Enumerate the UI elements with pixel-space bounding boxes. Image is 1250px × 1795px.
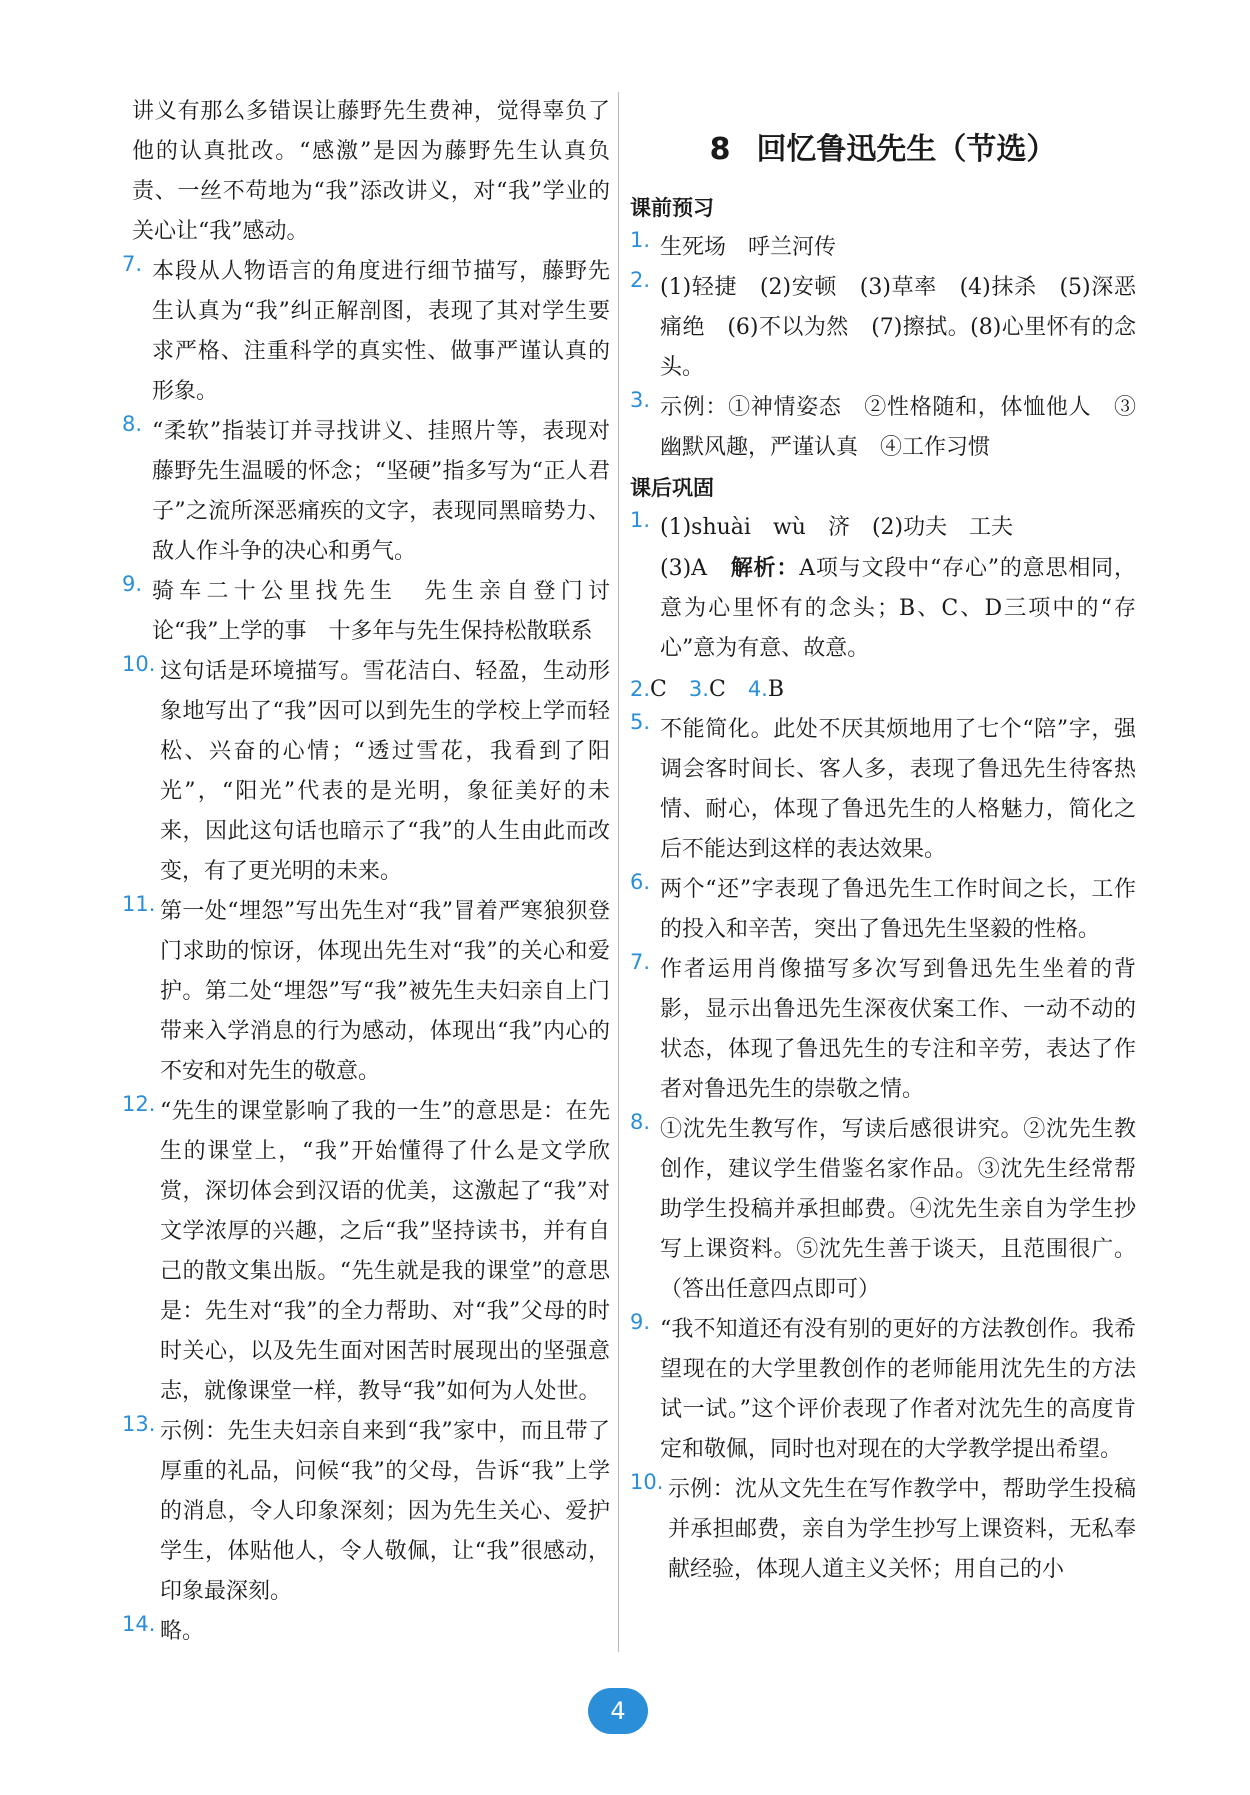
right-column bbox=[630, 92, 1136, 1590]
answer-text: 示例：①神情姿态 ②性格随和，体恤他人 ③幽默风趣，严谨认真 ④工作习惯 bbox=[660, 395, 1136, 460]
pre-item-3 bbox=[630, 388, 1136, 468]
answer-item-7 bbox=[122, 252, 610, 412]
mc-answers bbox=[630, 669, 1136, 710]
item-number: 13. bbox=[122, 1412, 156, 1436]
answer-text: 生死场 呼兰河传 bbox=[660, 235, 837, 260]
item-number: 9. bbox=[630, 1310, 651, 1334]
mc-answer: C bbox=[650, 677, 667, 702]
answer-text: 作者运用肖像描写多次写到鲁迅先生坐着的背影，显示出鲁迅先生深夜伏案工作、一动不动的状态，体现了鲁迅先生的专注和辛劳，表达了作者对鲁迅先生的崇敬之情。 bbox=[660, 957, 1136, 1102]
item-number: 5. bbox=[630, 710, 651, 734]
post-item-7 bbox=[630, 950, 1136, 1110]
answer-text: ①沈先生教写作，写读后感很讲究。②沈先生教创作，建议学生借鉴名家作品。③沈先生经常帮助学生投稿并承担邮费。④沈先生亲自为学生抄写上课资料。⑤沈先生善于谈天，且范围很广。（答出任意四点即可） bbox=[660, 1117, 1136, 1302]
answer-line: (1)shuài wù 济 (2)功夫 工夫 bbox=[660, 515, 1014, 540]
post-item-8 bbox=[630, 1110, 1136, 1310]
left-column bbox=[122, 92, 610, 1652]
item-number: 8. bbox=[630, 1110, 651, 1134]
answer-text: 示例：沈从文先生在写作教学中，帮助学生投稿并承担邮费，亲自为学生抄写上课资料，无私奉献经验，体现人道主义关怀；用自己的小 bbox=[668, 1477, 1136, 1582]
answer-text: 这句话是环境描写。雪花洁白、轻盈，生动形象地写出了“我”因可以到先生的学校上学而轻松、兴奋的心情；“透过雪花，我看到了阳光”，“阳光”代表的是光明，象征美好的未来，因此这句话也暗示了“我”的人生由此而改变，有了更光明的未来。 bbox=[160, 659, 610, 884]
answer-item-11 bbox=[122, 892, 610, 1092]
answer-text: 示例：先生夫妇亲自来到“我”家中，而且带了厚重的礼品，问候“我”的父母，告诉“我”上学的消息，令人印象深刻；因为先生关心、爱护学生，体贴他人，令人敬佩，让“我”很感动，印象最深刻。 bbox=[160, 1419, 610, 1604]
item-number: 10. bbox=[630, 1470, 664, 1494]
answer-text: “先生的课堂影响了我的一生”的意思是：在先生的课堂上，“我”开始懂得了什么是文学欣赏，深切体会到汉语的优美，这激起了“我”对文学浓厚的兴趣，之后“我”坚持读书，并有自己的散文集出版。“先生就是我的课堂”的意思是：先生对“我”的全力帮助、对“我”父母的时时关心，以及先生面对困苦时展现出的坚强意志，就像课堂一样，教导“我”如何为人处世。 bbox=[160, 1099, 610, 1404]
post-item-6 bbox=[630, 870, 1136, 950]
post-item-10 bbox=[630, 1470, 1136, 1590]
answer-item-14 bbox=[122, 1612, 610, 1652]
answer-text: (1)轻捷 (2)安顿 (3)草率 (4)抹杀 (5)深恶痛绝 (6)不以为然 (7)擦拭。(8)心里怀有的念头。 bbox=[660, 275, 1136, 380]
answer-text: “柔软”指装订并寻找讲义、挂照片等，表现对藤野先生温暖的怀念；“坚硬”指多写为“正人君子”之流所深恶痛疾的文字，表现同黑暗势力、敌人作斗争的决心和勇气。 bbox=[152, 419, 610, 564]
mc-answer: B bbox=[767, 677, 785, 702]
item-number: 7. bbox=[122, 252, 143, 276]
pre-item-1 bbox=[630, 228, 1136, 268]
item-number: 2. bbox=[630, 677, 651, 701]
item-number: 6. bbox=[630, 870, 651, 894]
item-number: 1. bbox=[630, 508, 651, 532]
item-number: 1. bbox=[630, 228, 651, 252]
item-number: 11. bbox=[122, 892, 156, 916]
section-heading-pre: 课前预习 bbox=[630, 196, 714, 220]
answer-item-12 bbox=[122, 1092, 610, 1412]
item-number: 2. bbox=[630, 268, 651, 292]
answer-item-13 bbox=[122, 1412, 610, 1612]
answer-text: 略。 bbox=[160, 1619, 205, 1644]
column-divider bbox=[618, 92, 619, 1652]
answer-choice: (3)A bbox=[660, 556, 708, 581]
mc-answer: C bbox=[708, 677, 726, 702]
lesson-title-text: 回忆鲁迅先生（节选） bbox=[756, 132, 1057, 167]
post-item-1 bbox=[630, 508, 1136, 669]
answer-text: 两个“还”字表现了鲁迅先生工作时间之长，工作的投入和辛苦，突出了鲁迅先生坚毅的性格。 bbox=[660, 877, 1136, 942]
item-number: 10. bbox=[122, 652, 156, 676]
answer-text: 本段从人物语言的角度进行细节描写，藤野先生认真为“我”纠正解剖图，表现了其对学生要求严格、注重科学的真实性、做事严谨认真的形象。 bbox=[152, 259, 610, 404]
answer-text: 不能简化。此处不厌其烦地用了七个“陪”字，强调会客时间长、客人多，表现了鲁迅先生待客热情、耐心，体现了鲁迅先生的人格魅力，简化之后不能达到这样的表达效果。 bbox=[660, 717, 1136, 862]
post-item-5 bbox=[630, 710, 1136, 870]
item-number: 4. bbox=[747, 677, 768, 701]
item-number: 12. bbox=[122, 1092, 156, 1116]
answer-text: 第一处“埋怨”写出先生对“我”冒着严寒狼狈登门求助的惊讶，体现出先生对“我”的关心和爱护。第二处“埋怨”写“我”被先生夫妇亲自上门带来入学消息的行为感动，体现出“我”内心的不安和对先生的敬意。 bbox=[160, 899, 610, 1084]
continuation-paragraph: 讲义有那么多错误让藤野先生费神，觉得辜负了他的认真批改。“感激”是因为藤野先生认真负责、一丝不苟地为“我”添改讲义，对“我”学业的关心让“我”感动。 bbox=[132, 99, 610, 244]
answer-item-9 bbox=[122, 572, 610, 652]
analysis-text: A项与文段中“存心”的意思相同，意为心里怀有的念头；B、C、D三项中的“存心”意为有意、故意。 bbox=[660, 556, 1136, 661]
item-number: 3. bbox=[630, 388, 651, 412]
post-item-9 bbox=[630, 1310, 1136, 1470]
pre-item-2 bbox=[630, 268, 1136, 388]
item-number: 7. bbox=[630, 950, 651, 974]
item-number: 3. bbox=[688, 677, 709, 701]
item-number: 8. bbox=[122, 412, 143, 436]
analysis-label: 解析： bbox=[730, 555, 800, 581]
section-heading-post: 课后巩固 bbox=[630, 476, 714, 500]
lesson-number: 8 bbox=[709, 132, 731, 167]
item-number: 9. bbox=[122, 572, 143, 596]
answer-text: “我不知道还有没有别的更好的方法教创作。我希望现在的大学里教创作的老师能用沈先生的方法试一试。”这个评价表现了作者对沈先生的高度肯定和敬佩，同时也对现在的大学教学提出希望。 bbox=[660, 1317, 1136, 1462]
answer-analysis bbox=[660, 548, 1136, 669]
answer-item-8 bbox=[122, 412, 610, 572]
answer-text: 骑车二十公里找先生 先生亲自登门讨论“我”上学的事 十多年与先生保持松散联系 bbox=[152, 579, 610, 644]
answer-item-10 bbox=[122, 652, 610, 892]
lesson-title bbox=[630, 120, 1136, 180]
item-number: 14. bbox=[122, 1612, 156, 1636]
page-number-badge: 4 bbox=[588, 1688, 648, 1734]
